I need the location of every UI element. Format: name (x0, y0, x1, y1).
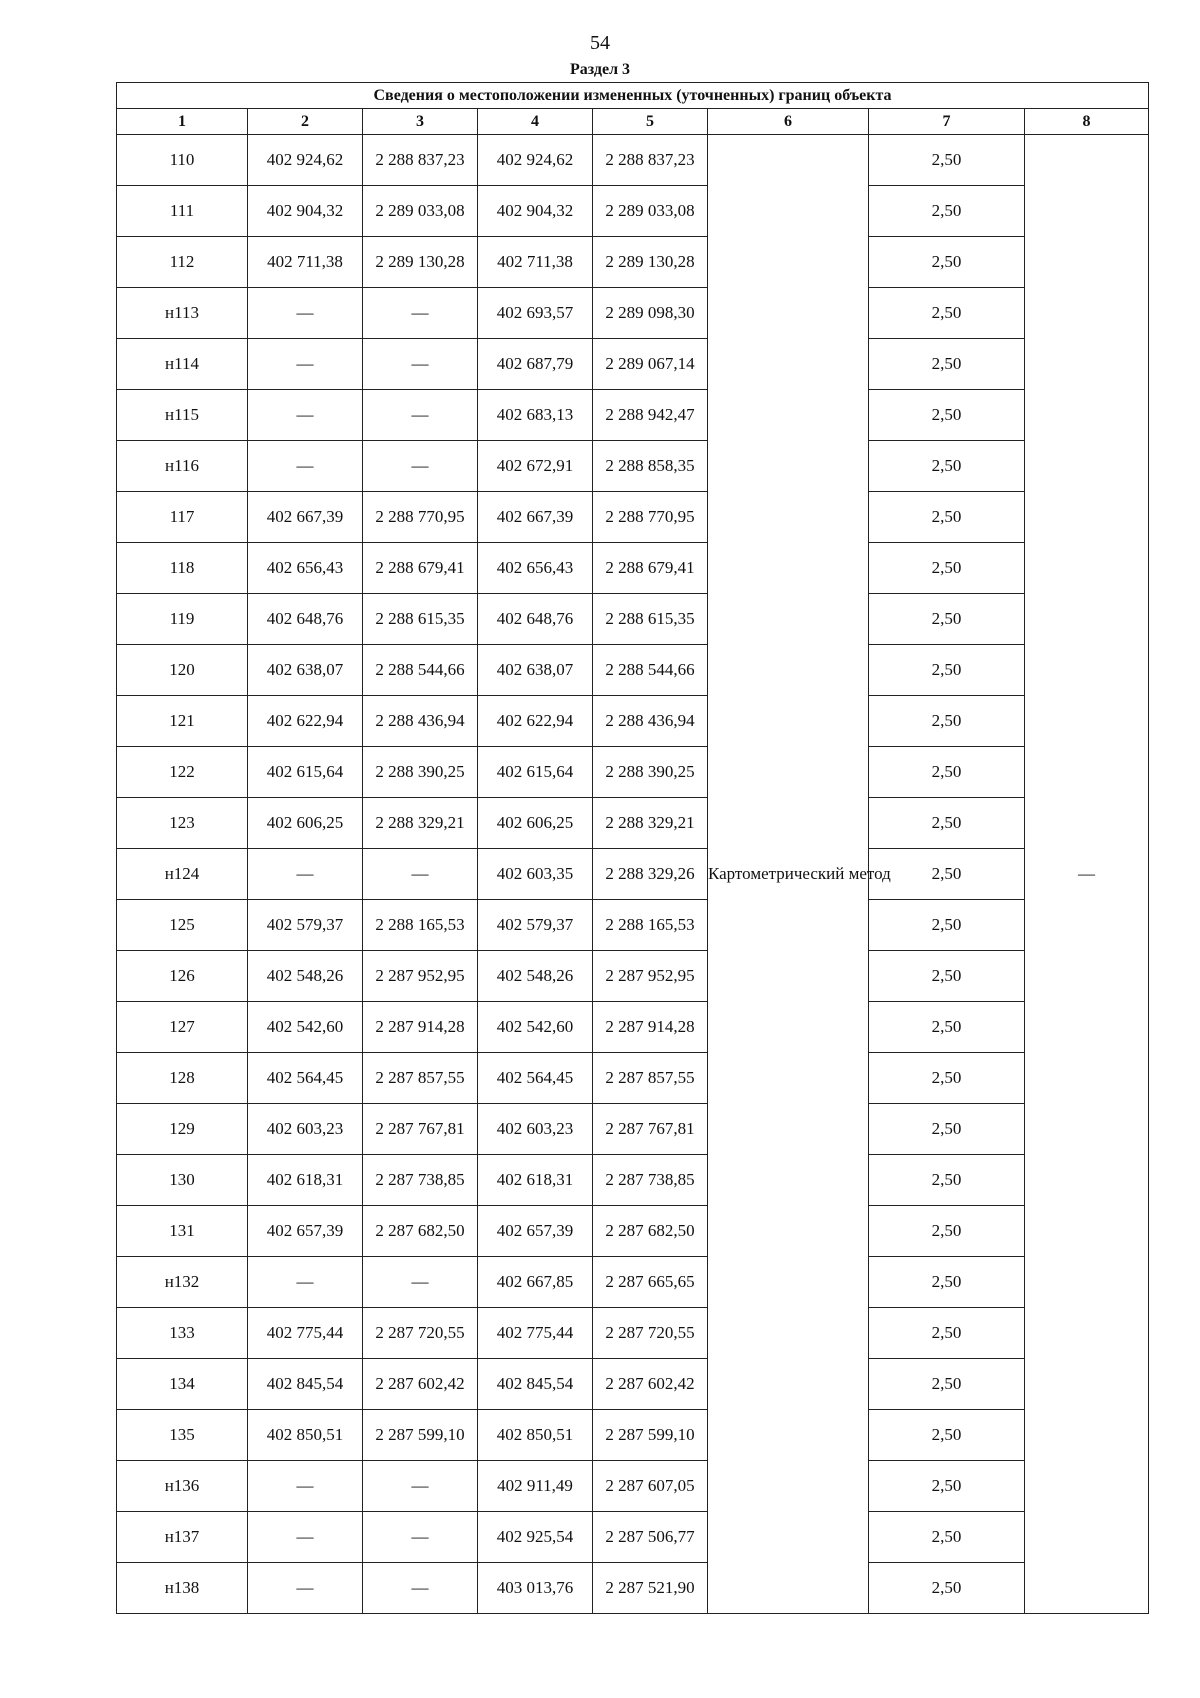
point-cell: 134 (117, 1359, 248, 1410)
y-new-cell: 2 288 615,35 (593, 594, 708, 645)
x-new-cell: 402 657,39 (478, 1206, 593, 1257)
x-new-cell: 402 648,76 (478, 594, 593, 645)
x-old-cell: — (248, 339, 363, 390)
x-new-cell: 402 564,45 (478, 1053, 593, 1104)
x-old-cell: 402 622,94 (248, 696, 363, 747)
x-old-cell: 402 606,25 (248, 798, 363, 849)
y-new-cell: 2 288 329,21 (593, 798, 708, 849)
precision-cell: 2,50 (869, 1002, 1025, 1053)
y-new-cell: 2 288 436,94 (593, 696, 708, 747)
column-header-7: 7 (869, 109, 1025, 135)
point-cell: н116 (117, 441, 248, 492)
table-row (117, 1155, 1149, 1206)
y-new-cell: 2 287 599,10 (593, 1410, 708, 1461)
precision-cell: 2,50 (869, 339, 1025, 390)
y-old-cell: — (363, 1461, 478, 1512)
table-row (117, 951, 1149, 1002)
y-old-cell: 2 287 720,55 (363, 1308, 478, 1359)
x-new-cell: 403 013,76 (478, 1563, 593, 1614)
point-cell: 110 (117, 135, 248, 186)
table-row (117, 696, 1149, 747)
y-old-cell: 2 288 770,95 (363, 492, 478, 543)
table-row (117, 798, 1149, 849)
precision-cell: 2,50 (869, 1206, 1025, 1257)
table-row (117, 1512, 1149, 1563)
x-new-cell: 402 672,91 (478, 441, 593, 492)
precision-cell: 2,50 (869, 1155, 1025, 1206)
y-old-cell: — (363, 1563, 478, 1614)
column-header-8: 8 (1025, 109, 1149, 135)
y-new-cell: 2 289 098,30 (593, 288, 708, 339)
point-cell: 111 (117, 186, 248, 237)
y-new-cell: 2 289 033,08 (593, 186, 708, 237)
y-old-cell: 2 287 738,85 (363, 1155, 478, 1206)
point-cell: 123 (117, 798, 248, 849)
point-cell: н124 (117, 849, 248, 900)
y-old-cell: 2 287 952,95 (363, 951, 478, 1002)
table-row (117, 645, 1149, 696)
x-old-cell: — (248, 1563, 363, 1614)
precision-cell: 2,50 (869, 645, 1025, 696)
point-cell: н132 (117, 1257, 248, 1308)
x-new-cell: 402 775,44 (478, 1308, 593, 1359)
precision-cell: 2,50 (869, 696, 1025, 747)
y-old-cell: — (363, 288, 478, 339)
x-old-cell: 402 711,38 (248, 237, 363, 288)
x-old-cell: 402 603,23 (248, 1104, 363, 1155)
precision-cell: 2,50 (869, 1257, 1025, 1308)
x-new-cell: 402 606,25 (478, 798, 593, 849)
x-old-cell: — (248, 288, 363, 339)
x-new-cell: 402 622,94 (478, 696, 593, 747)
y-old-cell: 2 287 767,81 (363, 1104, 478, 1155)
x-new-cell: 402 904,32 (478, 186, 593, 237)
y-new-cell: 2 287 602,42 (593, 1359, 708, 1410)
y-new-cell: 2 288 165,53 (593, 900, 708, 951)
y-new-cell: 2 288 390,25 (593, 747, 708, 798)
x-new-cell: 402 850,51 (478, 1410, 593, 1461)
y-new-cell: 2 287 521,90 (593, 1563, 708, 1614)
y-new-cell: 2 288 858,35 (593, 441, 708, 492)
x-new-cell: 402 924,62 (478, 135, 593, 186)
x-new-cell: 402 656,43 (478, 543, 593, 594)
column-header-2: 2 (248, 109, 363, 135)
y-old-cell: 2 288 436,94 (363, 696, 478, 747)
table-row (117, 1257, 1149, 1308)
precision-cell: 2,50 (869, 900, 1025, 951)
x-old-cell: 402 615,64 (248, 747, 363, 798)
table-row (117, 237, 1149, 288)
y-new-cell: 2 288 544,66 (593, 645, 708, 696)
table-row (117, 1206, 1149, 1257)
precision-cell: 2,50 (869, 288, 1025, 339)
x-old-cell: 402 924,62 (248, 135, 363, 186)
point-cell: н113 (117, 288, 248, 339)
y-new-cell: 2 287 952,95 (593, 951, 708, 1002)
point-cell: 126 (117, 951, 248, 1002)
column-header-6: 6 (708, 109, 869, 135)
table-row (117, 849, 1149, 900)
point-cell: 119 (117, 594, 248, 645)
precision-cell: 2,50 (869, 543, 1025, 594)
y-new-cell: 2 288 942,47 (593, 390, 708, 441)
point-cell: 122 (117, 747, 248, 798)
point-cell: 128 (117, 1053, 248, 1104)
x-new-cell: 402 683,13 (478, 390, 593, 441)
x-old-cell: 402 845,54 (248, 1359, 363, 1410)
x-old-cell: 402 904,32 (248, 186, 363, 237)
coordinates-table (116, 82, 1149, 1614)
x-old-cell: 402 667,39 (248, 492, 363, 543)
table-body (117, 135, 1149, 1614)
y-new-cell: 2 287 857,55 (593, 1053, 708, 1104)
y-new-cell: 2 287 665,65 (593, 1257, 708, 1308)
x-new-cell: 402 911,49 (478, 1461, 593, 1512)
y-new-cell: 2 288 679,41 (593, 543, 708, 594)
y-old-cell: 2 288 837,23 (363, 135, 478, 186)
y-old-cell: 2 288 679,41 (363, 543, 478, 594)
page-number: 54 (590, 32, 610, 54)
precision-cell: 2,50 (869, 186, 1025, 237)
y-old-cell: 2 289 130,28 (363, 237, 478, 288)
point-cell: 130 (117, 1155, 248, 1206)
table-row (117, 135, 1149, 186)
table-row (117, 339, 1149, 390)
x-new-cell: 402 603,23 (478, 1104, 593, 1155)
y-old-cell: 2 288 390,25 (363, 747, 478, 798)
precision-cell: 2,50 (869, 1563, 1025, 1614)
precision-cell: 2,50 (869, 747, 1025, 798)
y-old-cell: — (363, 441, 478, 492)
x-old-cell: 402 775,44 (248, 1308, 363, 1359)
x-old-cell: 402 648,76 (248, 594, 363, 645)
x-new-cell: 402 667,39 (478, 492, 593, 543)
table-row (117, 1410, 1149, 1461)
x-old-cell: 402 548,26 (248, 951, 363, 1002)
x-new-cell: 402 693,57 (478, 288, 593, 339)
table-row (117, 1104, 1149, 1155)
y-new-cell: 2 288 770,95 (593, 492, 708, 543)
x-old-cell: — (248, 390, 363, 441)
y-new-cell: 2 288 329,26 (593, 849, 708, 900)
y-old-cell: 2 288 165,53 (363, 900, 478, 951)
y-old-cell: 2 288 544,66 (363, 645, 478, 696)
x-new-cell: 402 603,35 (478, 849, 593, 900)
method-cell: Картометрический метод (708, 135, 869, 1614)
y-old-cell: — (363, 1257, 478, 1308)
point-cell: 120 (117, 645, 248, 696)
table-caption: Сведения о местоположении измененных (уточненных) границ объекта (117, 83, 1149, 109)
y-new-cell: 2 288 837,23 (593, 135, 708, 186)
y-new-cell: 2 287 720,55 (593, 1308, 708, 1359)
y-old-cell: 2 289 033,08 (363, 186, 478, 237)
column8-cell: — (1025, 135, 1149, 1614)
x-new-cell: 402 638,07 (478, 645, 593, 696)
table-row (117, 747, 1149, 798)
point-cell: н136 (117, 1461, 248, 1512)
precision-cell: 2,50 (869, 441, 1025, 492)
point-cell: н114 (117, 339, 248, 390)
table-row (117, 1461, 1149, 1512)
point-cell: н138 (117, 1563, 248, 1614)
column-header-3: 3 (363, 109, 478, 135)
precision-cell: 2,50 (869, 1359, 1025, 1410)
precision-cell: 2,50 (869, 1410, 1025, 1461)
y-new-cell: 2 287 506,77 (593, 1512, 708, 1563)
precision-cell: 2,50 (869, 594, 1025, 645)
precision-cell: 2,50 (869, 135, 1025, 186)
section-title: Раздел 3 (569, 61, 631, 78)
x-new-cell: 402 845,54 (478, 1359, 593, 1410)
point-cell: 117 (117, 492, 248, 543)
x-old-cell: — (248, 849, 363, 900)
x-new-cell: 402 667,85 (478, 1257, 593, 1308)
x-new-cell: 402 548,26 (478, 951, 593, 1002)
x-old-cell: 402 618,31 (248, 1155, 363, 1206)
table-row (117, 1563, 1149, 1614)
x-old-cell: 402 850,51 (248, 1410, 363, 1461)
precision-cell: 2,50 (869, 237, 1025, 288)
table-row (117, 1308, 1149, 1359)
table-row (117, 543, 1149, 594)
point-cell: 135 (117, 1410, 248, 1461)
precision-cell: 2,50 (869, 390, 1025, 441)
precision-cell: 2,50 (869, 1308, 1025, 1359)
x-new-cell: 402 618,31 (478, 1155, 593, 1206)
precision-cell: 2,50 (869, 492, 1025, 543)
x-old-cell: 402 542,60 (248, 1002, 363, 1053)
table-row (117, 492, 1149, 543)
table-row (117, 288, 1149, 339)
point-cell: 112 (117, 237, 248, 288)
y-new-cell: 2 287 767,81 (593, 1104, 708, 1155)
column-header-4: 4 (478, 109, 593, 135)
precision-cell: 2,50 (869, 1053, 1025, 1104)
y-old-cell: 2 287 857,55 (363, 1053, 478, 1104)
precision-cell: 2,50 (869, 1512, 1025, 1563)
point-cell: 127 (117, 1002, 248, 1053)
x-new-cell: 402 711,38 (478, 237, 593, 288)
y-old-cell: 2 288 615,35 (363, 594, 478, 645)
point-cell: 129 (117, 1104, 248, 1155)
point-cell: н137 (117, 1512, 248, 1563)
column-header-1: 1 (117, 109, 248, 135)
y-new-cell: 2 287 682,50 (593, 1206, 708, 1257)
x-old-cell: 402 579,37 (248, 900, 363, 951)
y-new-cell: 2 289 067,14 (593, 339, 708, 390)
x-new-cell: 402 925,54 (478, 1512, 593, 1563)
column-header-5: 5 (593, 109, 708, 135)
table-row (117, 900, 1149, 951)
x-old-cell: 402 656,43 (248, 543, 363, 594)
y-old-cell: — (363, 1512, 478, 1563)
table-row (117, 186, 1149, 237)
y-new-cell: 2 287 914,28 (593, 1002, 708, 1053)
precision-cell: 2,50 (869, 798, 1025, 849)
y-old-cell: — (363, 849, 478, 900)
precision-cell: 2,50 (869, 849, 1025, 900)
point-cell: н115 (117, 390, 248, 441)
table-row (117, 1053, 1149, 1104)
x-new-cell: 402 615,64 (478, 747, 593, 798)
point-cell: 118 (117, 543, 248, 594)
point-cell: 133 (117, 1308, 248, 1359)
table-row (117, 441, 1149, 492)
x-new-cell: 402 579,37 (478, 900, 593, 951)
x-old-cell: 402 657,39 (248, 1206, 363, 1257)
point-cell: 125 (117, 900, 248, 951)
y-new-cell: 2 287 738,85 (593, 1155, 708, 1206)
x-old-cell: — (248, 1461, 363, 1512)
x-old-cell: — (248, 1257, 363, 1308)
table-row (117, 594, 1149, 645)
y-old-cell: 2 287 914,28 (363, 1002, 478, 1053)
y-old-cell: — (363, 390, 478, 441)
point-cell: 121 (117, 696, 248, 747)
y-old-cell: — (363, 339, 478, 390)
y-old-cell: 2 287 602,42 (363, 1359, 478, 1410)
x-old-cell: 402 564,45 (248, 1053, 363, 1104)
x-new-cell: 402 687,79 (478, 339, 593, 390)
y-old-cell: 2 288 329,21 (363, 798, 478, 849)
table-row (117, 1002, 1149, 1053)
y-old-cell: 2 287 599,10 (363, 1410, 478, 1461)
table-row (117, 390, 1149, 441)
x-old-cell: — (248, 1512, 363, 1563)
y-new-cell: 2 287 607,05 (593, 1461, 708, 1512)
y-new-cell: 2 289 130,28 (593, 237, 708, 288)
x-new-cell: 402 542,60 (478, 1002, 593, 1053)
precision-cell: 2,50 (869, 951, 1025, 1002)
precision-cell: 2,50 (869, 1104, 1025, 1155)
point-cell: 131 (117, 1206, 248, 1257)
y-old-cell: 2 287 682,50 (363, 1206, 478, 1257)
table-row (117, 1359, 1149, 1410)
precision-cell: 2,50 (869, 1461, 1025, 1512)
x-old-cell: — (248, 441, 363, 492)
x-old-cell: 402 638,07 (248, 645, 363, 696)
